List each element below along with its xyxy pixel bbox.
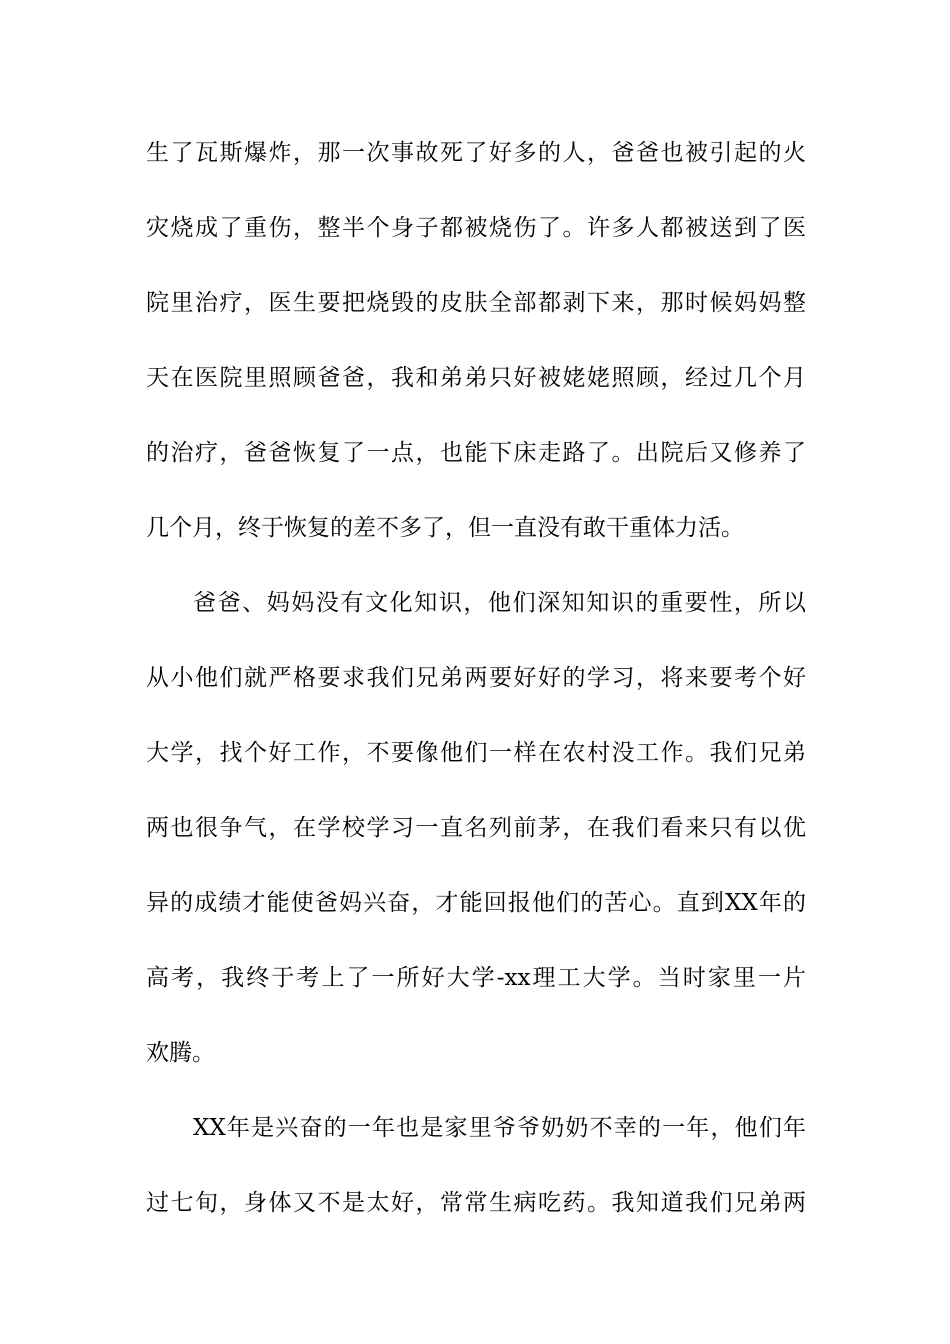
- text-line: 天在医院里照顾爸爸，我和弟弟只好被姥姥照顾，经过几个月: [146, 365, 806, 391]
- text-line: 大学，找个好工作，不要像他们一样在农村没工作。我们兄弟: [146, 740, 806, 766]
- text-line: 生了瓦斯爆炸，那一次事故死了好多的人，爸爸也被引起的火: [146, 140, 806, 166]
- paragraph-start-line: XX年是兴奋的一年也是家里爷爷奶奶不幸的一年，他们年: [193, 1115, 806, 1141]
- text-line: 几个月，终于恢复的差不多了，但一直没有敢干重体力活。: [146, 515, 744, 541]
- paragraph-start-line: 爸爸、妈妈没有文化知识，他们深知知识的重要性，所以: [193, 590, 806, 616]
- text-line: 过七旬，身体又不是太好，常常生病吃药。我知道我们兄弟两: [146, 1190, 806, 1216]
- text-line: 高考，我终于考上了一所好大学-xx理工大学。当时家里一片: [146, 965, 806, 991]
- text-line: 异的成绩才能使爸妈兴奋，才能回报他们的苦心。直到XX年的: [146, 890, 806, 916]
- text-line: 灾烧成了重伤，整半个身子都被烧伤了。许多人都被送到了医: [146, 215, 806, 241]
- body-text: [146, 130, 806, 1255]
- text-line: 院里治疗，医生要把烧毁的皮肤全部都剥下来，那时候妈妈整: [146, 290, 806, 316]
- text-line: 从小他们就严格要求我们兄弟两要好好的学习，将来要考个好: [146, 665, 806, 691]
- text-line: 两也很争气，在学校学习一直名列前茅，在我们看来只有以优: [146, 815, 806, 841]
- text-line: 的治疗，爸爸恢复了一点，也能下床走路了。出院后又修养了: [146, 440, 806, 466]
- text-line: 欢腾。: [146, 1040, 215, 1066]
